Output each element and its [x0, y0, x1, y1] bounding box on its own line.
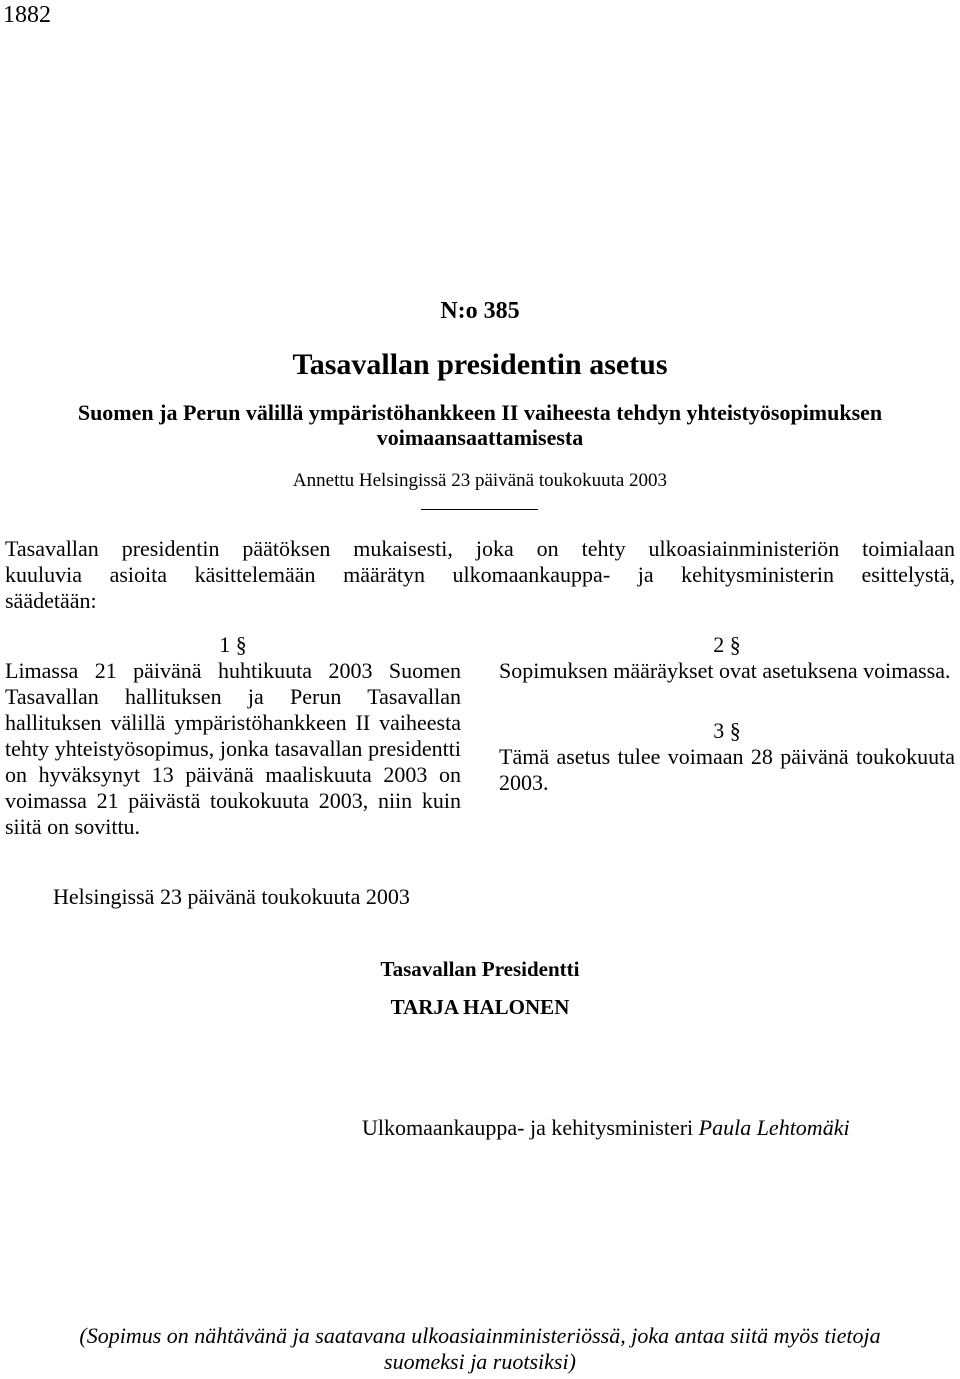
- statute-number: N:o 385: [440, 298, 520, 324]
- preamble-line-2: kuuluvia asioita käsittelemään määrätyn ulkomaankauppa- ja kehitysministerin esittelystä,: [5, 562, 955, 587]
- issued-date: Annettu Helsingissä 23 päivänä toukokuuta 2003: [292, 470, 668, 491]
- left-column: [5, 632, 461, 840]
- minister-name: Paula Lehtomäki: [698, 1115, 850, 1140]
- footnote-line-2: suomeksi ja ruotsiksi): [384, 1349, 576, 1374]
- subtitle-line-1: Suomen ja Perun välillä ympäristöhankkeen II vaiheesta tehdyn yhteistyösopimuksen: [77, 400, 883, 425]
- section-2-heading: 2 §: [713, 632, 741, 657]
- divider-rule: [421, 509, 538, 510]
- right-column: [499, 632, 955, 796]
- footnote-line-1: (Sopimus on nähtävänä ja saatavana ulkoasiainministeriössä, joka antaa siitä myös tietoja: [79, 1323, 881, 1348]
- minister-title: Ulkomaankauppa- ja kehitysministeri: [362, 1115, 694, 1140]
- section-1-heading: 1 §: [219, 632, 247, 657]
- section-3-text: Tämä asetus tulee voimaan 28 päivänä toukokuuta 2003.: [499, 744, 955, 795]
- section-gap: [499, 684, 955, 718]
- document-title: Tasavallan presidentin asetus: [292, 348, 668, 381]
- section-3-heading: 3 §: [713, 718, 741, 743]
- document-subtitle: [0, 400, 960, 450]
- president-name: TARJA HALONEN: [390, 995, 570, 1019]
- preamble: [5, 536, 955, 614]
- president-role: Tasavallan Presidentti: [380, 957, 580, 981]
- section-1-text: Limassa 21 päivänä huhtikuuta 2003 Suomen Tasavallan hallituksen ja Perun Tasavallan hallituksen välillä ympäristöhankkeen II vaiheesta tehty yhteistyösopimus, jonka tasavallan presidentti on hyväksynyt 13 päivänä maaliskuuta 2003 on voimassa 21 päivästä toukokuuta 2003, niin kuin siitä on sovittu.: [5, 658, 461, 839]
- signing-place-date: Helsingissä 23 päivänä toukokuuta 2003: [53, 884, 410, 909]
- section-2-text: Sopimuksen määräykset ovat asetuksena voimassa.: [499, 658, 951, 683]
- preamble-line-3: säädetään:: [5, 588, 97, 613]
- footnote: [0, 1323, 960, 1375]
- page-number: 1882: [3, 2, 51, 28]
- preamble-line-1: Tasavallan presidentin päätöksen mukaisesti, joka on tehty ulkoasiainministeriön toimialaan: [5, 536, 955, 561]
- subtitle-line-2: voimaansaattamisesta: [376, 425, 584, 450]
- minister-signature: [362, 1115, 850, 1141]
